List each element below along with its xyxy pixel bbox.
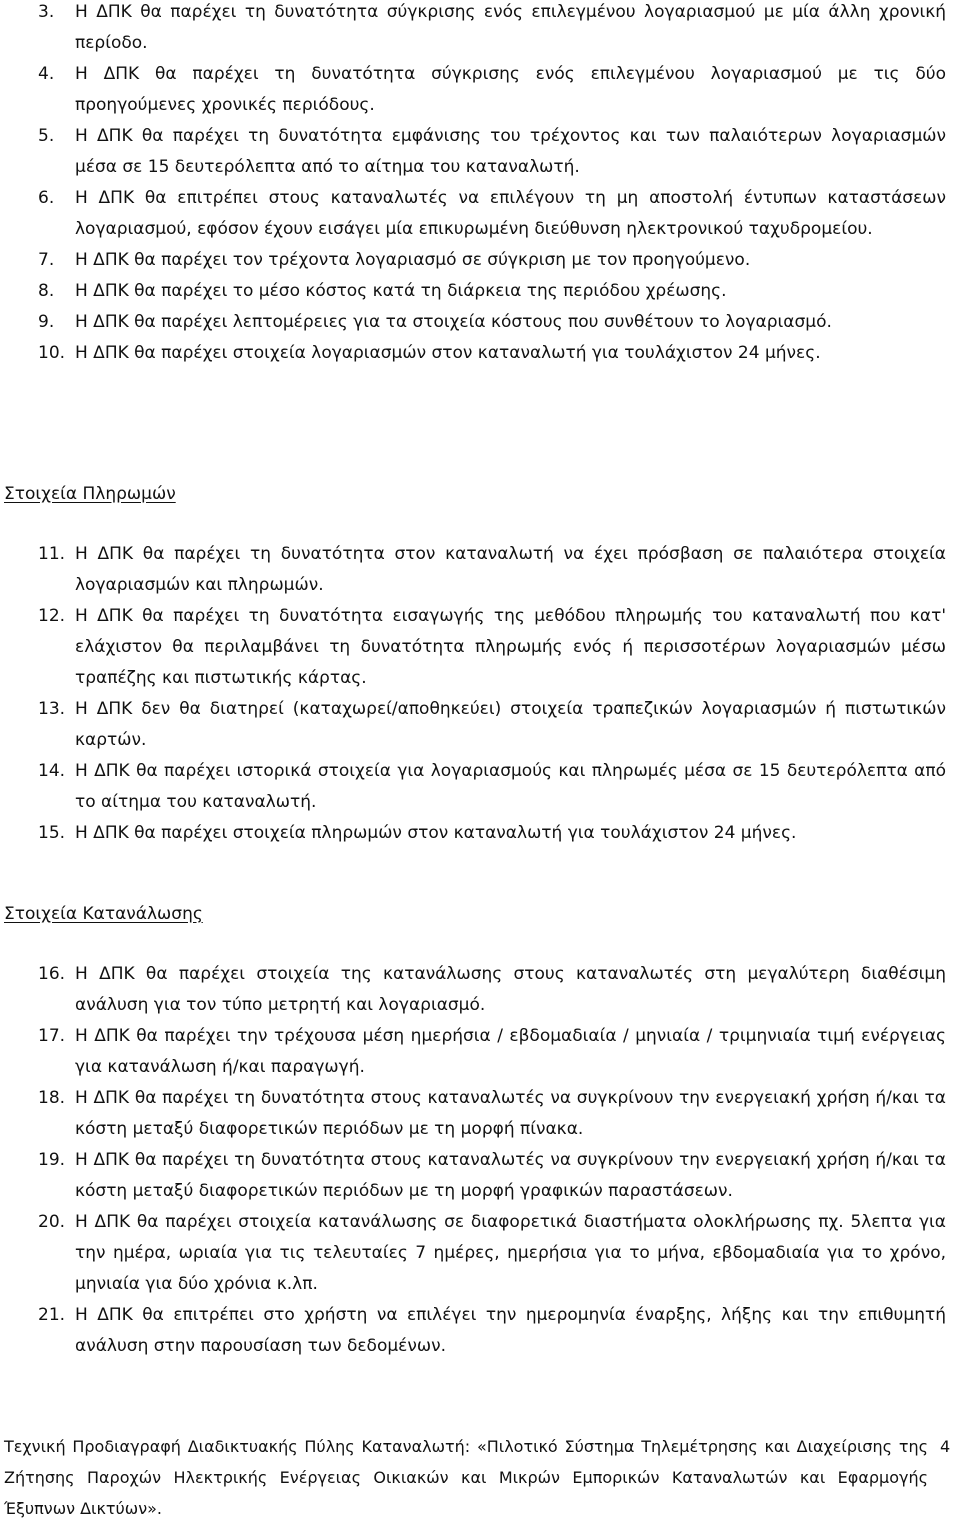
page-footer: Τεχνική Προδιαγραφή Διαδικτυακής Πύλης Καταναλωτή: «Πιλοτικό Σύστημα Τηλεμέτρησης και Διαχείρισης της Ζήτησης Παροχών Ηλεκτρικής Ενέργειας Οικιακών και Μικρών Εμπορικών Καταναλωτών και Εφαρμογής Έξυπνων Δικτύων». bbox=[4, 1437, 928, 1518]
item-number: 16. bbox=[38, 964, 66, 984]
item-number: 9. bbox=[38, 312, 55, 332]
account-items-list bbox=[38, 0, 946, 369]
item-number: 8. bbox=[38, 281, 55, 301]
item-text: Η ΔΠΚ θα παρέχει τη δυνατότητα εισαγωγής της μεθόδου πληρωμής του καταναλωτή που κατ' ελάχιστον θα περιλαμβάνει τη δυνατότητα πληρωμής ενός ή περισσοτέρων λογαριασμών μέσω τραπέζης και πιστωτικής κάρτας. bbox=[75, 606, 946, 688]
item-number: 15. bbox=[38, 823, 66, 843]
item-number: 18. bbox=[38, 1088, 66, 1108]
item-text: Η ΔΠΚ θα επιτρέπει στους καταναλωτές να επιλέγουν τη μη αποστολή έντυπων καταστάσεων λογαριασμού, εφόσον έχουν εισάγει μία επικυρωμένη διεύθυνση ηλεκτρονικού ταχυδρομείου. bbox=[75, 188, 946, 239]
item-text: Η ΔΠΚ θα παρέχει τη δυνατότητα στους καταναλωτές να συγκρίνουν την ενεργειακή χρήση ή/και τα κόστη μεταξύ διαφορετικών περιόδων με τη μορφή γραφικών παραστάσεων. bbox=[75, 1150, 946, 1201]
item-number: 10. bbox=[38, 343, 66, 363]
item-text: Η ΔΠΚ θα παρέχει το μέσο κόστος κατά τη διάρκεια της περιόδου χρέωσης. bbox=[75, 281, 727, 301]
item-number: 3. bbox=[38, 2, 55, 22]
item-text: Η ΔΠΚ θα παρέχει τη δυνατότητα σύγκρισης ενός επιλεγμένου λογαριασμού με μία άλλη χρονική περίοδο. bbox=[75, 2, 946, 53]
list-item bbox=[38, 1083, 946, 1145]
item-text: Η ΔΠΚ θα παρέχει λεπτομέρειες για τα στοιχεία κόστους που συνθέτουν το λογαριασμό. bbox=[75, 312, 832, 332]
item-number: 6. bbox=[38, 188, 55, 208]
section-heading-consumption: Στοιχεία Κατανάλωσης bbox=[4, 904, 203, 924]
list-item bbox=[38, 183, 946, 245]
item-text: Η ΔΠΚ δεν θα διατηρεί (καταχωρεί/αποθηκεύει) στοιχεία τραπεζικών λογαριασμών ή πιστωτικών καρτών. bbox=[75, 699, 946, 750]
list-item bbox=[38, 1145, 946, 1207]
item-text: Η ΔΠΚ θα επιτρέπει στο χρήστη να επιλέγει την ημερομηνία έναρξης, λήξης και την επιθυμητή ανάλυση στην παρουσίαση των δεδομένων. bbox=[75, 1305, 946, 1356]
item-number: 14. bbox=[38, 761, 66, 781]
item-text: Η ΔΠΚ θα παρέχει στοιχεία λογαριασμών στον καταναλωτή για τουλάχιστον 24 μήνες. bbox=[75, 343, 821, 363]
page-number: 4 bbox=[940, 1437, 951, 1456]
list-item bbox=[38, 0, 946, 59]
item-number: 19. bbox=[38, 1150, 66, 1170]
item-text: Η ΔΠΚ θα παρέχει στοιχεία πληρωμών στον καταναλωτή για τουλάχιστον 24 μήνες. bbox=[75, 823, 797, 843]
item-text: Η ΔΠΚ θα παρέχει τη δυνατότητα στους καταναλωτές να συγκρίνουν την ενεργειακή χρήση ή/και τα κόστη μεταξύ διαφορετικών περιόδων με τη μορφή πίνακα. bbox=[75, 1088, 946, 1139]
list-item bbox=[38, 276, 946, 307]
item-number: 11. bbox=[38, 544, 66, 564]
item-text: Η ΔΠΚ θα παρέχει στοιχεία κατανάλωσης σε διαφορετικά διαστήματα ολοκλήρωσης πχ. 5λεπτα για την ημέρα, ωριαία για τις τελευταίες 7 ημέρες, ημερήσια για το μήνα, εβδομαδιαία για το χρόνο, μηνιαία για δύο χρόνια κ.λπ. bbox=[75, 1212, 946, 1294]
list-item bbox=[38, 338, 946, 369]
item-number: 7. bbox=[38, 250, 55, 270]
list-item bbox=[38, 307, 946, 338]
item-number: 12. bbox=[38, 606, 66, 626]
item-number: 21. bbox=[38, 1305, 66, 1325]
item-text: Η ΔΠΚ θα παρέχει τον τρέχοντα λογαριασμό σε σύγκριση με τον προηγούμενο. bbox=[75, 250, 751, 270]
item-number: 13. bbox=[38, 699, 66, 719]
list-item bbox=[38, 1207, 946, 1300]
item-text: Η ΔΠΚ θα παρέχει τη δυνατότητα σύγκρισης ενός επιλεγμένου λογαριασμού με τις δύο προηγούμενες χρονικές περιόδους. bbox=[75, 64, 946, 115]
item-number: 4. bbox=[38, 64, 55, 84]
list-item bbox=[38, 756, 946, 818]
item-text: Η ΔΠΚ θα παρέχει τη δυνατότητα στον καταναλωτή να έχει πρόσβαση σε παλαιότερα στοιχεία λογαριασμών και πληρωμών. bbox=[75, 544, 946, 595]
item-text: Η ΔΠΚ θα παρέχει στοιχεία της κατανάλωσης στους καταναλωτές στη μεγαλύτερη διαθέσιμη ανάλυση για τον τύπο μετρητή και λογαριασμό. bbox=[75, 964, 946, 1015]
list-item bbox=[38, 1300, 946, 1362]
item-number: 20. bbox=[38, 1212, 66, 1232]
section-heading-payments: Στοιχεία Πληρωμών bbox=[4, 484, 176, 504]
list-item bbox=[38, 959, 946, 1021]
list-item bbox=[38, 694, 946, 756]
list-item bbox=[38, 539, 946, 601]
list-item bbox=[38, 601, 946, 694]
list-item bbox=[38, 1021, 946, 1083]
item-number: 5. bbox=[38, 126, 55, 146]
item-text: Η ΔΠΚ θα παρέχει ιστορικά στοιχεία για λογαριασμούς και πληρωμές μέσα σε 15 δευτερόλεπτα από το αίτημα του καταναλωτή. bbox=[75, 761, 946, 812]
list-item bbox=[38, 245, 946, 276]
item-text: Η ΔΠΚ θα παρέχει τη δυνατότητα εμφάνισης του τρέχοντος και των παλαιότερων λογαριασμών μέσα σε 15 δευτερόλεπτα από το αίτημα του καταναλωτή. bbox=[75, 126, 946, 177]
list-item bbox=[38, 121, 946, 183]
item-number: 17. bbox=[38, 1026, 66, 1046]
list-item bbox=[38, 818, 946, 849]
payment-items-list bbox=[38, 539, 946, 849]
consumption-items-list bbox=[38, 959, 946, 1362]
list-item bbox=[38, 59, 946, 121]
item-text: Η ΔΠΚ θα παρέχει την τρέχουσα μέση ημερήσια / εβδομαδιαία / μηνιαία / τριμηνιαία τιμή ενέργειας για κατανάλωση ή/και παραγωγή. bbox=[75, 1026, 946, 1077]
